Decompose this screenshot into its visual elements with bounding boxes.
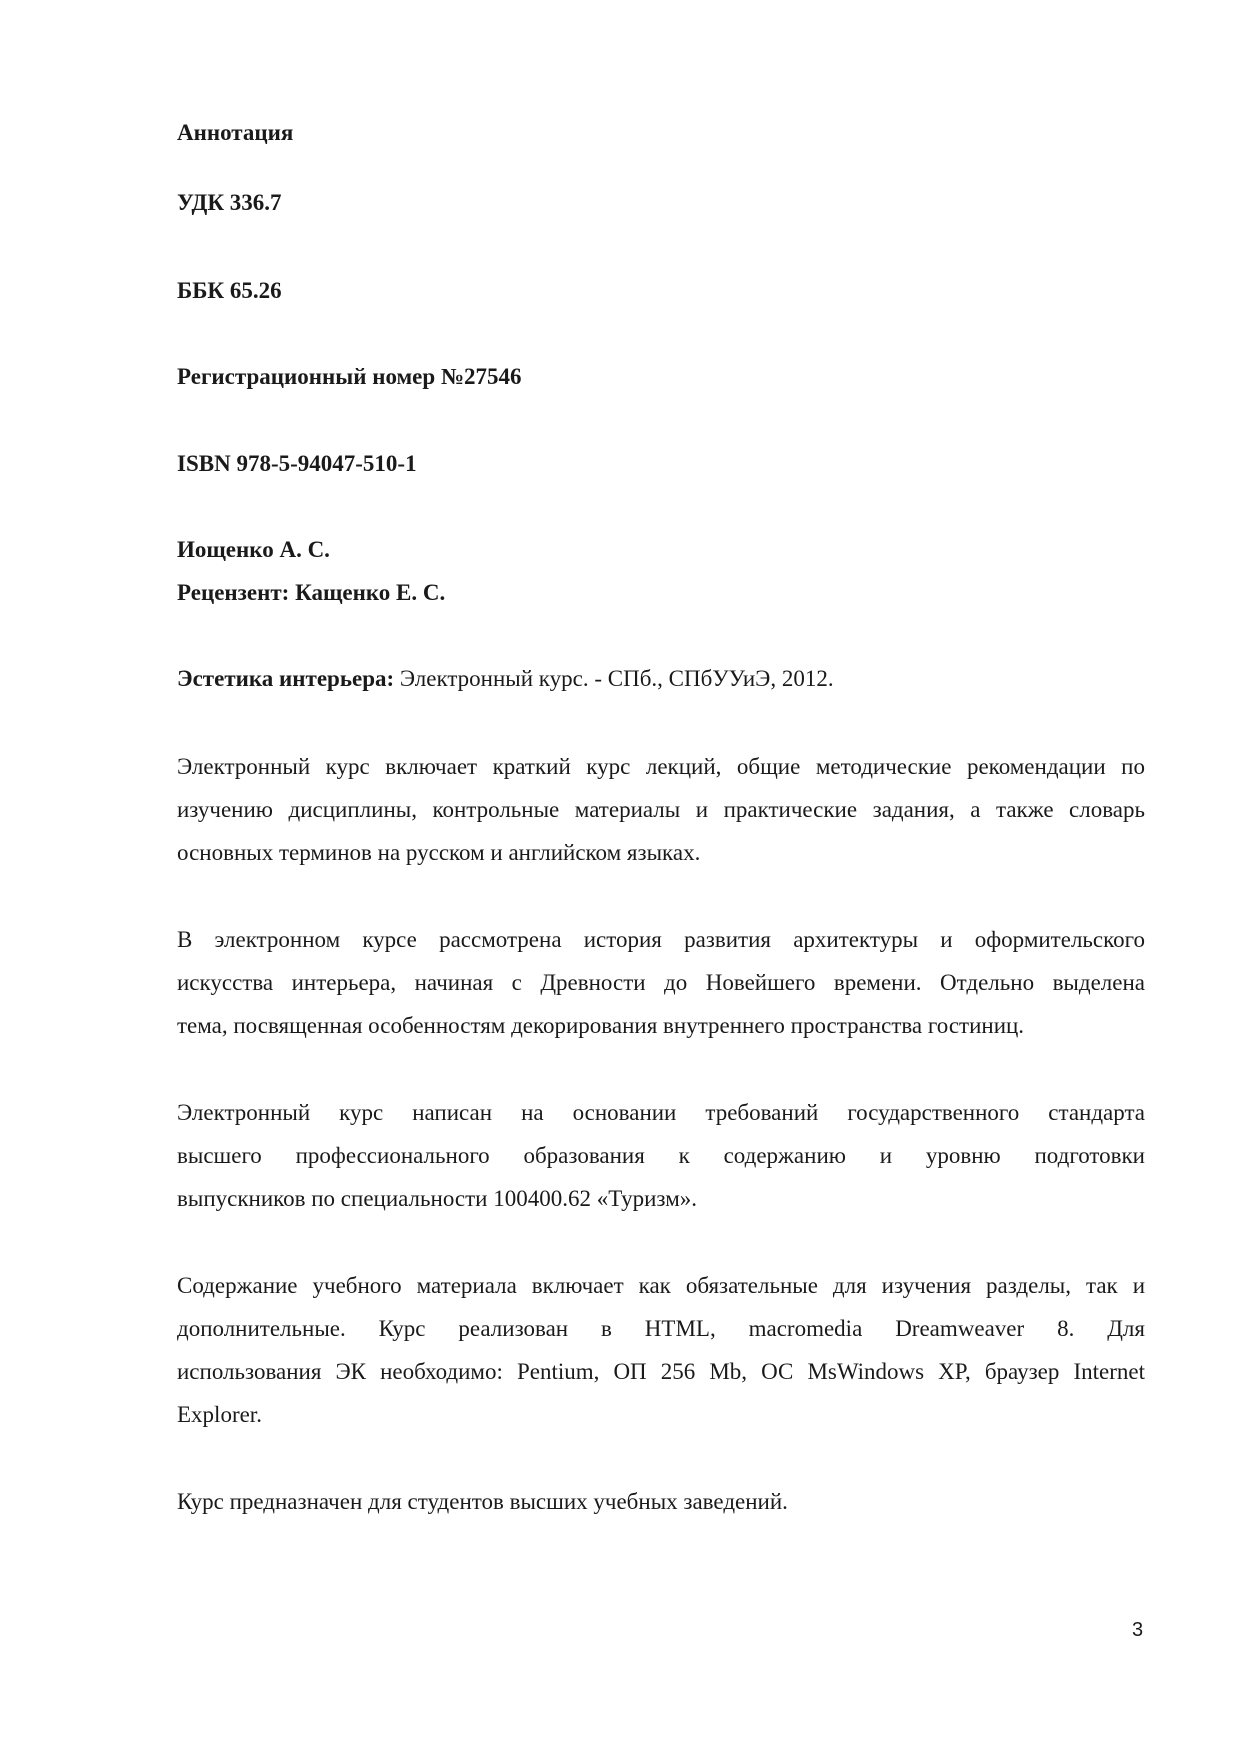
paragraph-4 [177, 1264, 1145, 1436]
page-number: 3 [1132, 1619, 1144, 1641]
udk-code: УДК 336.7 [177, 190, 282, 215]
paragraph-line: выпускников по специальности 100400.62 «Туризм». [177, 1186, 697, 1211]
citation-rest: Электронный курс. - СПб., СПбУУиЭ, 2012. [394, 666, 834, 691]
paragraph-line: изучению дисциплины, контрольные материалы и практические задания, а также словарь [177, 797, 1145, 822]
paragraph-line: тема, посвященная особенностям декорирования внутреннего пространства гостиниц. [177, 1013, 1025, 1038]
paragraph-line: основных терминов на русском и английском языках. [177, 840, 701, 865]
paragraph-line: дополнительные. Курс реализован в HTML, macromedia Dreamweaver 8. Для [177, 1316, 1145, 1341]
paragraph-line: Электронный курс включает краткий курс лекций, общие методические рекомендации по [177, 754, 1145, 779]
paragraph-line: Электронный курс написан на основании требований государственного стандарта [177, 1100, 1145, 1125]
author: Иощенко А. С. [177, 537, 330, 562]
paragraph-line: Explorer. [177, 1402, 262, 1427]
paragraph-line: использования ЭК необходимо: Pentium, ОП 256 Mb, ОС MsWindows XP, браузер Internet [177, 1359, 1145, 1384]
reviewer: Рецензент: Кащенко Е. С. [177, 580, 446, 605]
citation [177, 665, 834, 693]
paragraph-line: Содержание учебного материала включает как обязательные для изучения разделы, так и [177, 1273, 1145, 1298]
bbk-code: ББК 65.26 [177, 278, 282, 303]
paragraph-2 [177, 918, 1145, 1047]
paragraph-line: искусства интерьера, начиная с Древности до Новейшего времени. Отдельно выделена [177, 970, 1145, 995]
paragraph-line: Курс предназначен для студентов высших учебных заведений. [177, 1489, 788, 1514]
paragraph-5 [177, 1480, 1145, 1523]
annotation-heading: Аннотация [177, 120, 294, 145]
isbn: ISBN 978-5-94047-510-1 [177, 451, 417, 476]
paragraph-line: В электронном курсе рассмотрена история развития архитектуры и оформительского [177, 927, 1145, 952]
paragraph-3 [177, 1091, 1145, 1220]
paragraph-line: высшего профессионального образования к содержанию и уровню подготовки [177, 1143, 1145, 1168]
citation-title: Эстетика интерьера: [177, 666, 395, 691]
registration-number: Регистрационный номер №27546 [177, 364, 522, 389]
paragraph-1 [177, 745, 1145, 874]
